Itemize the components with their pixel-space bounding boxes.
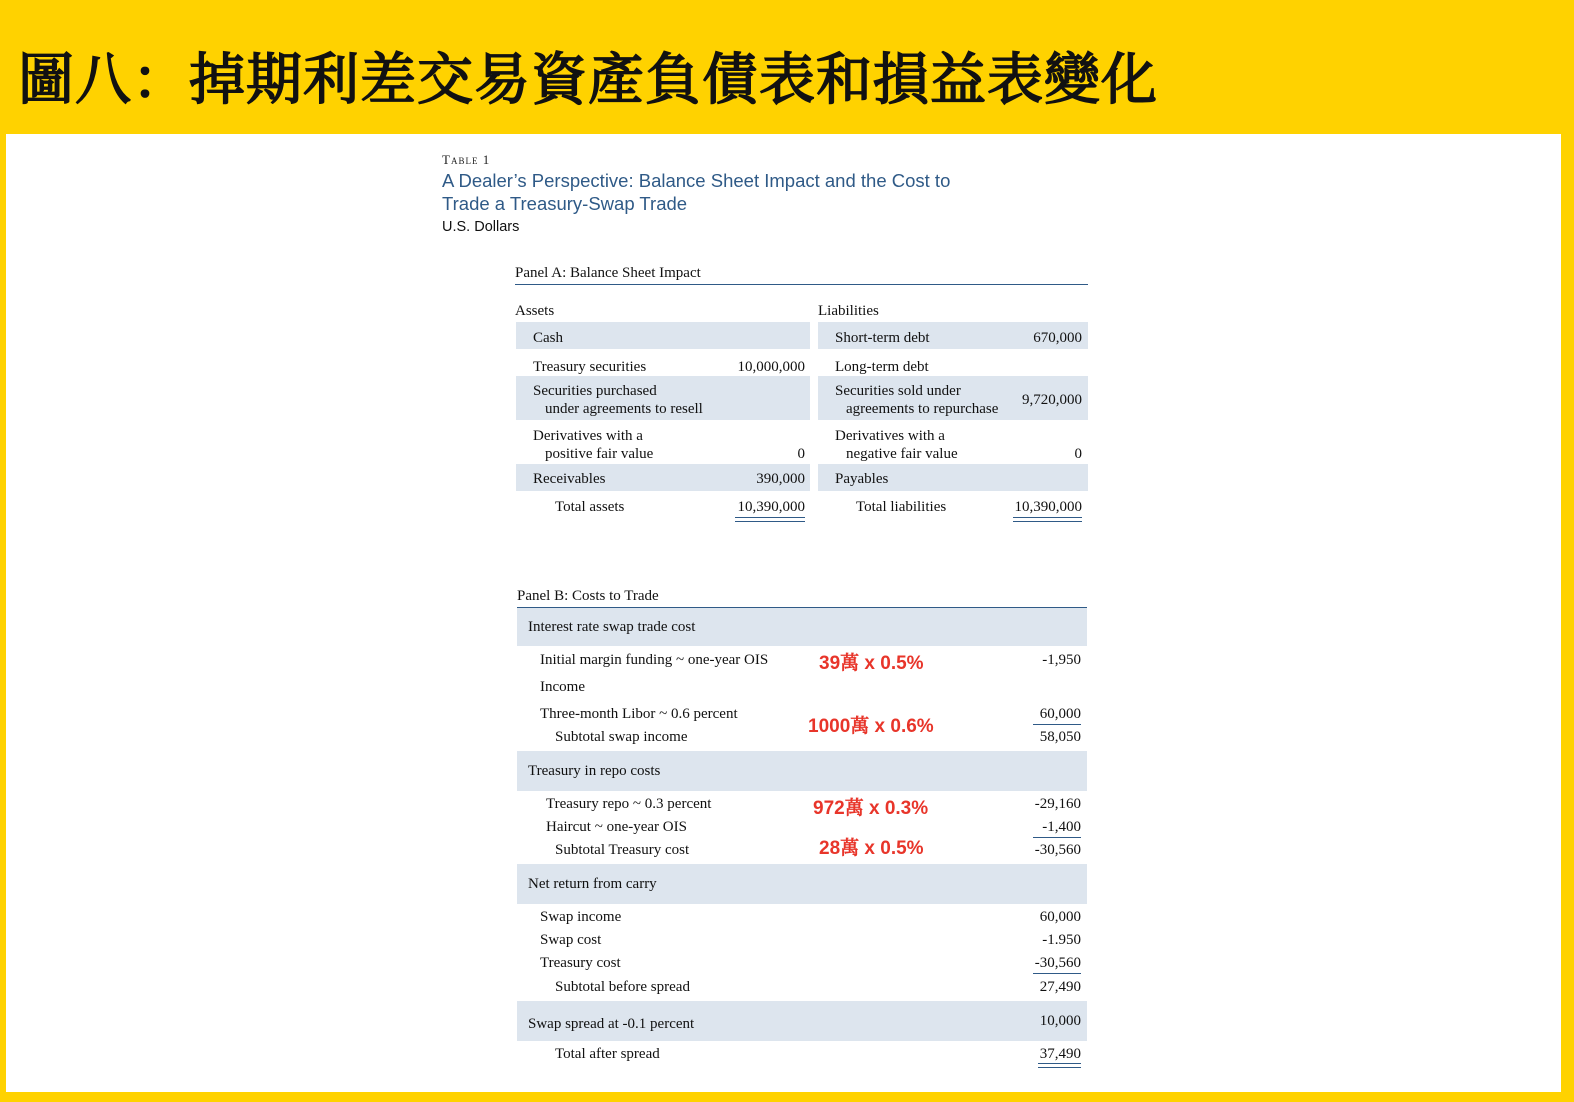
liability-value-derivatives: 0 <box>1074 446 1082 462</box>
double-underline <box>1038 1067 1081 1068</box>
row-value-swap-spread: 10,000 <box>1039 1013 1081 1029</box>
liability-label-long-term-debt: Long-term debt <box>835 359 929 375</box>
asset-value-total: 10,390,000 <box>737 499 805 515</box>
annotation-haircut-calc: 28萬 x 0.5% <box>819 838 924 859</box>
table-title-line-1: A Dealer’s Perspective: Balance Sheet Impact and the Cost to <box>442 170 951 191</box>
row-value-treasury-cost: -30,560 <box>1034 955 1081 971</box>
row-label-total-after-spread: Total after spread <box>555 1046 660 1062</box>
row-label-swap-spread: Swap spread at -0.1 percent <box>528 1016 695 1032</box>
double-underline <box>735 521 805 522</box>
single-underline <box>1033 973 1081 974</box>
section-header-irs: Interest rate swap trade cost <box>528 619 696 635</box>
table-title-line-2: Trade a Treasury-Swap Trade <box>442 193 688 214</box>
double-underline <box>1013 517 1082 518</box>
liability-label-short-term-debt: Short-term debt <box>835 330 930 346</box>
asset-label-receivables: Receivables <box>533 471 606 487</box>
row-label-treasury-cost: Treasury cost <box>540 955 621 971</box>
panel-a-title: Panel A: Balance Sheet Impact <box>515 265 701 281</box>
asset-label-total: Total assets <box>555 499 625 515</box>
row-value-subtotal-before-spread: 27,490 <box>1039 979 1081 995</box>
single-underline <box>1033 837 1081 838</box>
row-label-subtotal-before-spread: Subtotal before spread <box>555 979 690 995</box>
asset-label-securities-purchased: Securities purchased <box>533 383 657 399</box>
asset-label-derivatives: Derivatives with a <box>533 428 643 444</box>
liability-value-total: 10,390,000 <box>1014 499 1082 515</box>
double-underline <box>1013 521 1082 522</box>
row-label-income: Income <box>540 679 585 695</box>
liability-label-payables: Payables <box>835 471 889 487</box>
row-label-subtotal-swap: Subtotal swap income <box>555 729 688 745</box>
liability-value-securities-sold: 9,720,000 <box>1022 392 1082 408</box>
asset-label-derivatives-2: positive fair value <box>545 446 654 462</box>
asset-label-treasury: Treasury securities <box>533 359 647 375</box>
row-label-subtotal-treasury: Subtotal Treasury cost <box>555 842 690 858</box>
row-value-subtotal-swap: 58,050 <box>1039 729 1081 745</box>
annotation-libor-calc: 1000萬 x 0.6% <box>808 716 934 737</box>
row-value-haircut: -1,400 <box>1042 819 1081 835</box>
asset-label-securities-purchased-2: under agreements to resell <box>545 401 703 417</box>
liability-label-securities-sold: Securities sold under <box>835 383 961 399</box>
table-units: U.S. Dollars <box>442 219 520 235</box>
annotation-margin-calc: 39萬 x 0.5% <box>819 653 924 674</box>
row-value-swap-income: 60,000 <box>1039 909 1081 925</box>
row-value-treasury-repo: -29,160 <box>1034 796 1081 812</box>
row-label-swap-cost: Swap cost <box>540 932 602 948</box>
document-sheet <box>6 134 1561 1092</box>
row-value-swap-cost: -1.950 <box>1042 932 1081 948</box>
row-value-libor: 60,000 <box>1039 706 1081 722</box>
asset-value-receivables: 390,000 <box>756 471 805 487</box>
liability-label-securities-sold-2: agreements to repurchase <box>846 401 999 417</box>
row-value-subtotal-treasury: -30,560 <box>1034 842 1081 858</box>
panel-a-rule <box>515 284 1088 285</box>
double-underline <box>735 517 805 518</box>
annotation-repo-calc: 972萬 x 0.3% <box>813 798 929 819</box>
liability-label-derivatives-2: negative fair value <box>846 446 958 462</box>
liability-label-derivatives: Derivatives with a <box>835 428 945 444</box>
section-header-carry: Net return from carry <box>528 876 657 892</box>
liability-label-total: Total liabilities <box>856 499 947 515</box>
header-banner <box>0 0 1574 132</box>
row-value-total-after-spread: 37,490 <box>1039 1046 1081 1062</box>
single-underline <box>1033 724 1081 725</box>
row-label-libor: Three-month Libor ~ 0.6 percent <box>540 706 738 722</box>
liabilities-header: Liabilities <box>818 303 879 319</box>
page-title: 圖八：掉期利差交易資產負債表和損益表變化 <box>18 48 1158 113</box>
asset-value-treasury: 10,000,000 <box>737 359 805 375</box>
row-label-treasury-repo: Treasury repo ~ 0.3 percent <box>546 796 712 812</box>
asset-value-derivatives: 0 <box>797 446 805 462</box>
panel-b-title: Panel B: Costs to Trade <box>517 588 659 604</box>
row-label-initial-margin: Initial margin funding ~ one-year OIS <box>540 652 769 668</box>
assets-header: Assets <box>515 303 555 319</box>
row-label-haircut: Haircut ~ one-year OIS <box>546 819 687 835</box>
asset-label-cash: Cash <box>533 330 563 346</box>
liability-value-short-term-debt: 670,000 <box>1033 330 1082 346</box>
double-underline <box>1038 1063 1081 1064</box>
row-label-swap-income: Swap income <box>540 909 622 925</box>
row-value-initial-margin: -1,950 <box>1042 652 1081 668</box>
table-label: Table 1 <box>442 152 491 167</box>
section-header-repo: Treasury in repo costs <box>528 763 661 779</box>
